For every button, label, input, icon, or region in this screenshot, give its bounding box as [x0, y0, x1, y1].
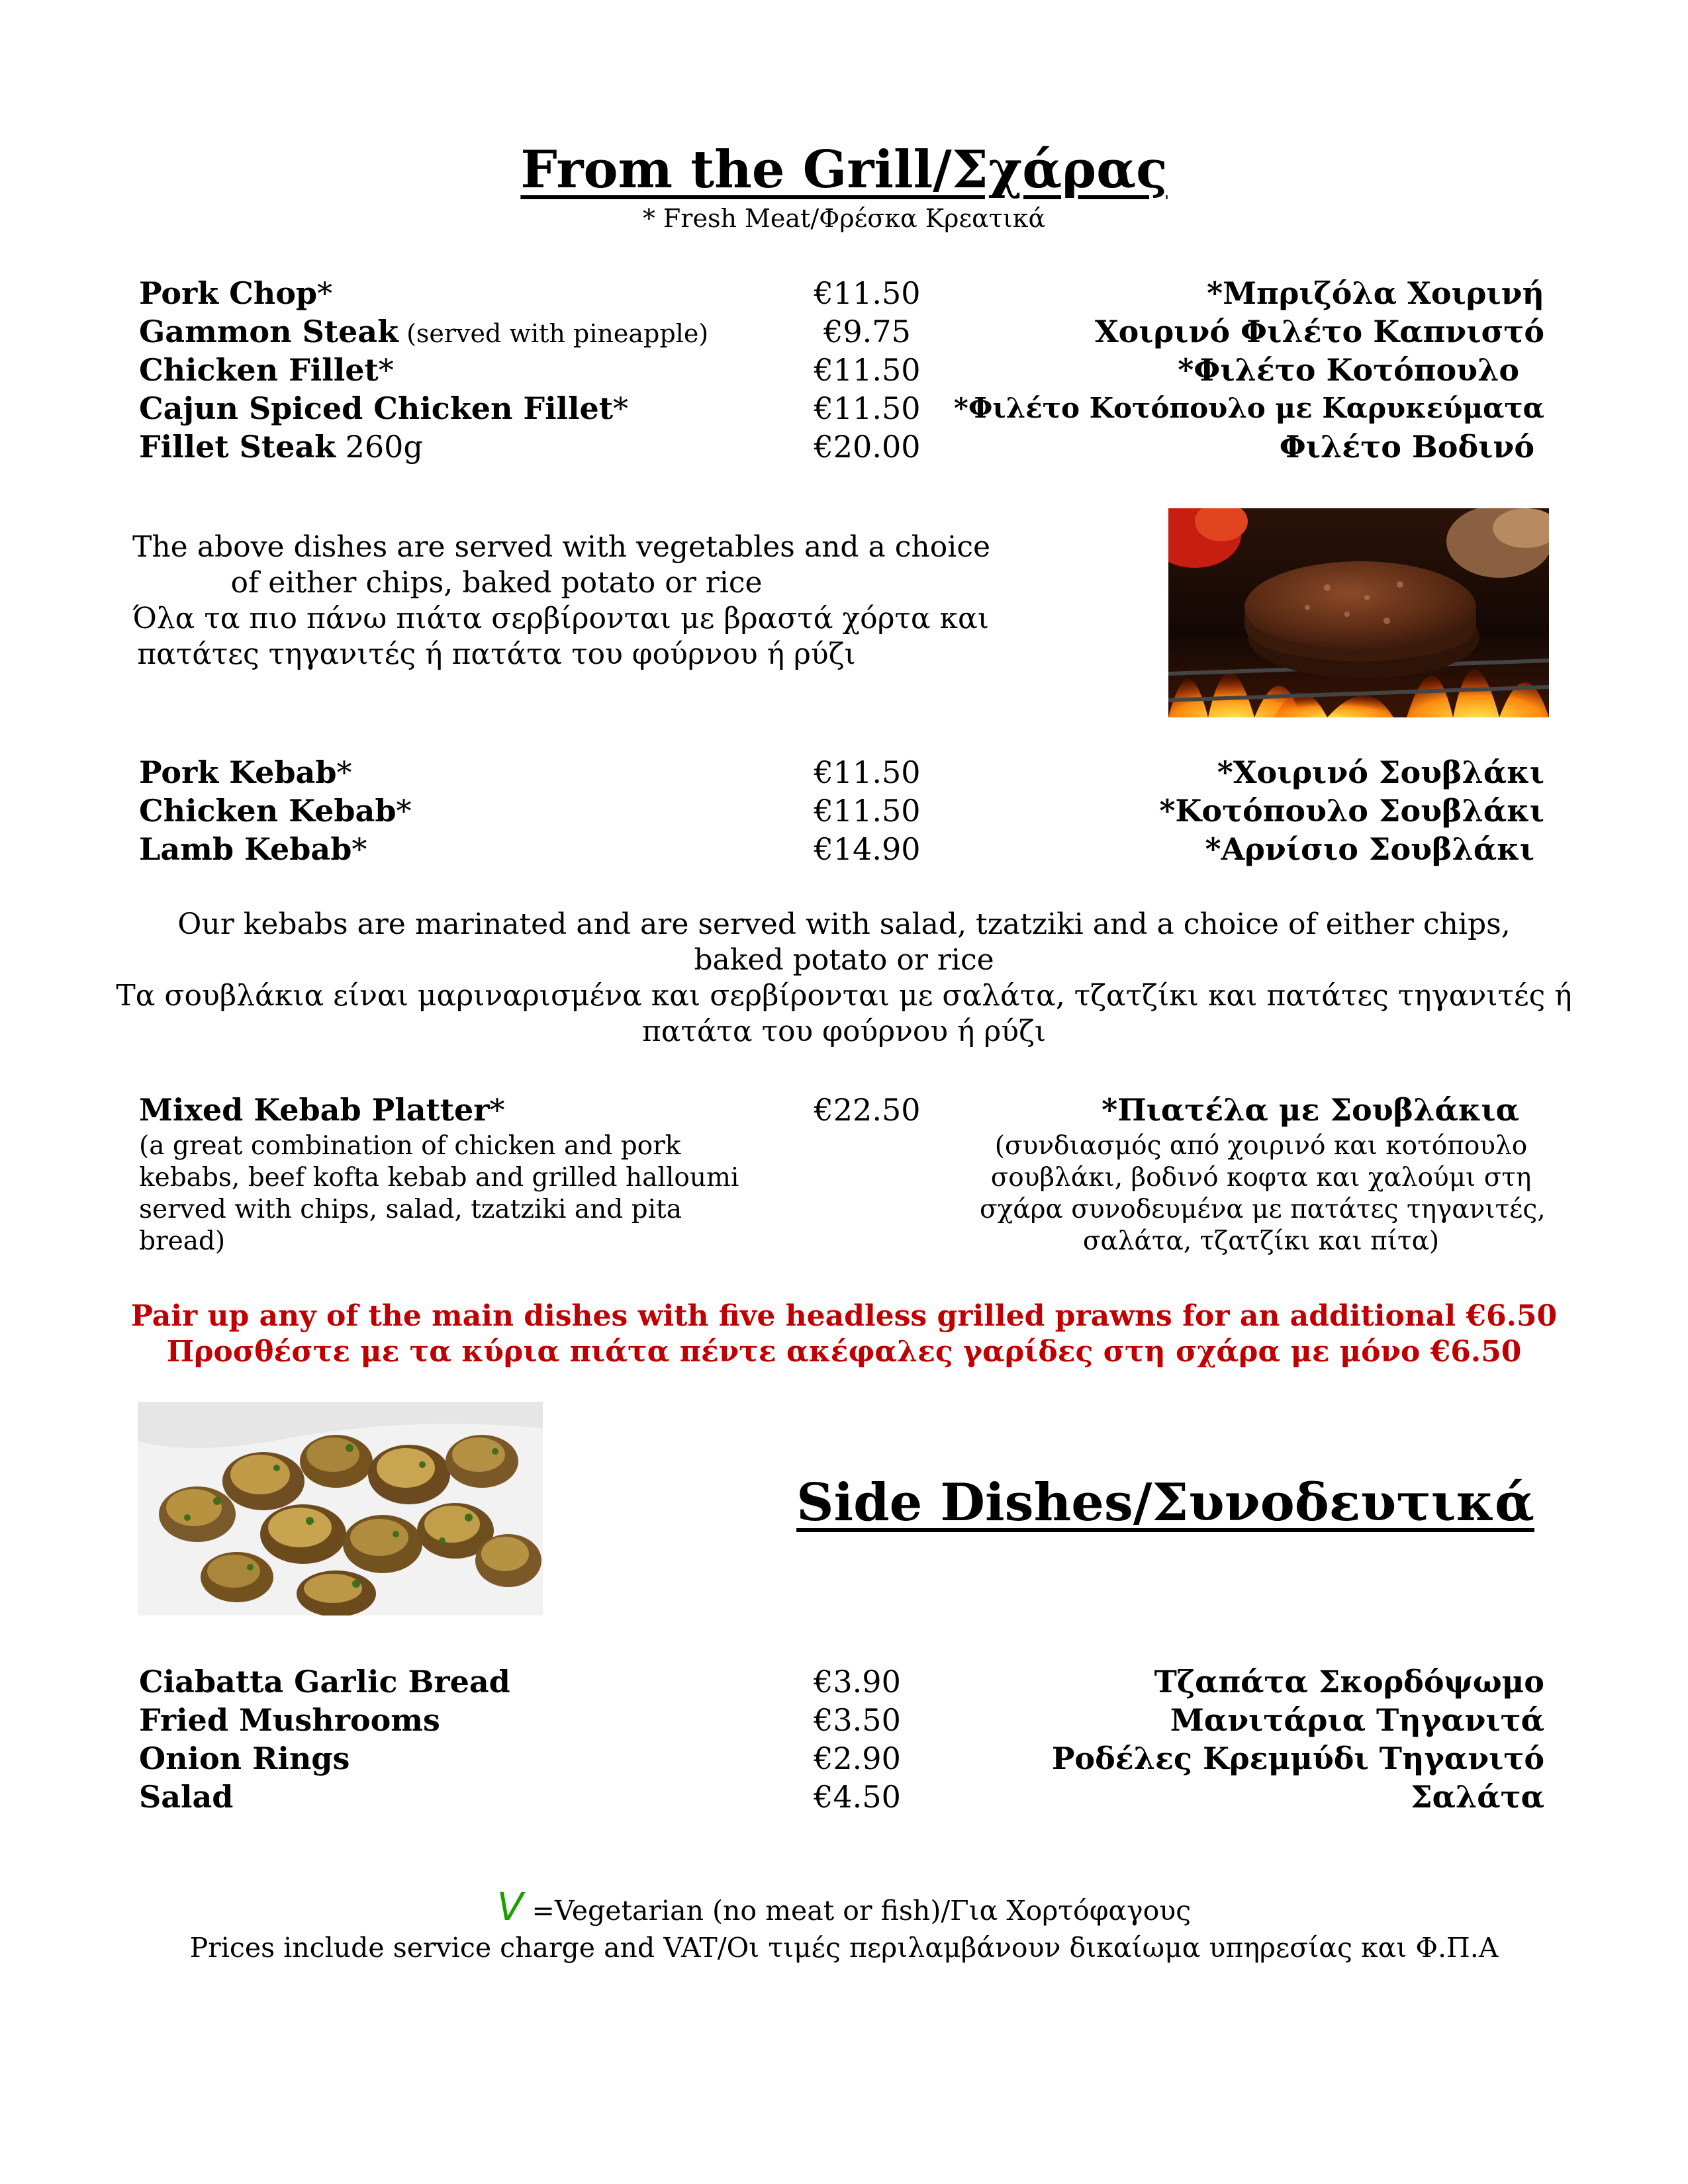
desc-line: served with chips, salad, tzatziki and pita	[139, 1195, 682, 1224]
item-price: €11.50	[814, 390, 921, 426]
sides-title: Side Dishes/Συνοδευτικά	[796, 1473, 1534, 1533]
item-name-gr: *Φιλέτο Κοτόπουλο με Καρυκεύματα	[953, 392, 1544, 424]
item-name-en: Pork Chop*	[139, 275, 333, 311]
desc-line: bread)	[139, 1226, 226, 1256]
desc-line: σαλάτα, τζατζίκι και πίτα)	[1082, 1226, 1440, 1256]
item-name-gr: Φιλέτο Βοδινό	[1279, 429, 1534, 465]
prices-note: Prices include service charge and VAT/Οι τιμές περιλαμβάνουν δικαίωμα υπηρεσίας και Φ.Π.Α	[189, 1932, 1499, 1964]
kebab-served-with-note	[0, 907, 1688, 1050]
grill-served-with-note	[132, 529, 991, 672]
menu-item-salad	[0, 1778, 1688, 1816]
grill-title: From the Grill/Σχάρας	[520, 140, 1168, 200]
grill-subtitle: * Fresh Meat/Φρέσκα Κρεατικά	[642, 204, 1046, 233]
menu-item-pork-chop	[0, 274, 1688, 312]
desc-line: (συνδιασμός από χοιρινό και κοτόπουλο	[994, 1131, 1528, 1161]
item-price: €9.75	[823, 314, 911, 349]
vegetarian-symbol: V	[496, 1884, 524, 1929]
item-price: €14.90	[814, 831, 921, 867]
note-line: The above dishes are served with vegetables and a choice	[132, 530, 991, 564]
menu-item-chicken-fillet	[0, 351, 1688, 389]
note-line: πατάτες τηγανιτές ή πατάτα του φούρνου ή ρύζι	[137, 637, 856, 671]
menu-item-lamb-kebab	[0, 830, 1688, 868]
item-price: €4.50	[814, 1779, 901, 1815]
menu-item-cajun-chicken	[0, 389, 1688, 428]
menu-item-chicken-kebab	[0, 792, 1688, 830]
item-name-en: Fried Mushrooms	[139, 1702, 440, 1738]
item-name-en: Gammon Steak (served with pineapple)	[139, 314, 709, 349]
item-name-gr: *Κοτόπουλο Σουβλάκι	[1159, 793, 1544, 829]
item-name-en: Chicken Kebab*	[139, 793, 412, 829]
item-price: €2.90	[814, 1741, 901, 1776]
item-name-en: Ciabatta Garlic Bread	[139, 1664, 510, 1700]
item-name-gr: Σαλάτα	[1411, 1779, 1544, 1815]
desc-line: σχάρα συνοδευμένα με πατάτες τηγανιτές,	[980, 1195, 1546, 1224]
item-name-gr: *Φιλέτο Κοτόπουλο	[1178, 352, 1519, 388]
menu-item-pork-kebab	[0, 753, 1688, 792]
item-price: €11.50	[814, 275, 921, 311]
item-name-en: Chicken Fillet*	[139, 352, 394, 388]
platter-description-gr	[980, 1130, 1546, 1257]
menu-item-gammon-steak	[0, 312, 1688, 351]
footer-notes	[0, 1884, 1688, 1966]
note-line: of either chips, baked potato or rice	[230, 566, 763, 600]
item-name-gr: Χοιρινό Φιλέτο Καπνιστό	[1094, 314, 1544, 349]
vegetarian-legend-text: =Vegetarian (no meat or fish)/Για Χορτόφαγους	[523, 1895, 1192, 1927]
item-price: €11.50	[814, 352, 921, 388]
item-name-gr: *Πιατέλα με Σουβλάκια	[1102, 1092, 1519, 1128]
menu-item-ciabatta-garlic-bread	[0, 1662, 1688, 1701]
menu-item-fried-mushrooms	[0, 1701, 1688, 1739]
item-price: €20.00	[814, 429, 921, 465]
item-price: €11.50	[814, 754, 921, 790]
item-price: €3.50	[814, 1702, 901, 1738]
menu-item-onion-rings	[0, 1739, 1688, 1778]
desc-line: (a great combination of chicken and pork	[139, 1131, 681, 1161]
item-name-en: Salad	[139, 1779, 234, 1815]
promo-line-en: Pair up any of the main dishes with five headless grilled prawns for an additional €6.50	[130, 1299, 1558, 1333]
menu-item-fillet-steak	[0, 428, 1688, 466]
item-name-gr: Ροδέλες Κρεμμύδι Τηγανιτό	[1051, 1741, 1544, 1776]
grilled-steak-photo	[1168, 508, 1549, 717]
note-line: Όλα τα πιο πάνω πιάτα σερβίρονται με βραστά χόρτα και	[132, 602, 989, 635]
note-line: Our kebabs are marinated and are served with salad, tzatziki and a choice of either chips,	[177, 907, 1511, 941]
item-price: €3.90	[814, 1664, 901, 1700]
item-name-gr: *Αρνίσιο Σουβλάκι	[1205, 831, 1534, 867]
note-line: baked potato or rice	[694, 943, 994, 977]
vegetarian-legend	[0, 1884, 1688, 1929]
item-name-en: Pork Kebab*	[139, 754, 352, 790]
item-name-en: Onion Rings	[139, 1741, 350, 1776]
item-name-gr: *Μπριζόλα Χοιρινή	[1207, 275, 1544, 311]
prawns-promo	[0, 1298, 1688, 1370]
platter-description-en	[139, 1130, 739, 1257]
menu-item-mixed-kebab-platter	[0, 1091, 1688, 1129]
item-price: €11.50	[814, 793, 921, 829]
desc-line: σουβλάκι, βοδινό κοφτα και χαλούμι στη	[990, 1163, 1532, 1193]
item-name-en: Cajun Spiced Chicken Fillet*	[139, 390, 629, 426]
item-name-en: Lamb Kebab*	[139, 831, 367, 867]
item-name-gr: Μανιτάρια Τηγανιτά	[1170, 1702, 1544, 1738]
item-name-gr: *Χοιρινό Σουβλάκι	[1217, 754, 1544, 790]
item-name-gr: Τζαπάτα Σκορδόψωμο	[1154, 1664, 1544, 1700]
promo-line-gr: Προσθέστε με τα κύρια πιάτα πέντε ακέφαλες γαρίδες στη σχάρα με μόνο €6.50	[166, 1335, 1522, 1369]
fried-mushrooms-photo	[138, 1402, 543, 1615]
note-line: Τα σουβλάκια είναι μαριναρισμένα και σερβίρονται με σαλάτα, τζατζίκι και πατάτες τηγανιτές ή	[116, 979, 1572, 1013]
note-line: πατάτα του φούρνου ή ρύζι	[641, 1015, 1047, 1048]
desc-line: kebabs, beef kofta kebab and grilled halloumi	[139, 1163, 739, 1193]
item-name-en: Fillet Steak 260g	[139, 429, 423, 465]
item-price: €22.50	[814, 1092, 921, 1128]
item-name-en: Mixed Kebab Platter*	[139, 1092, 505, 1128]
